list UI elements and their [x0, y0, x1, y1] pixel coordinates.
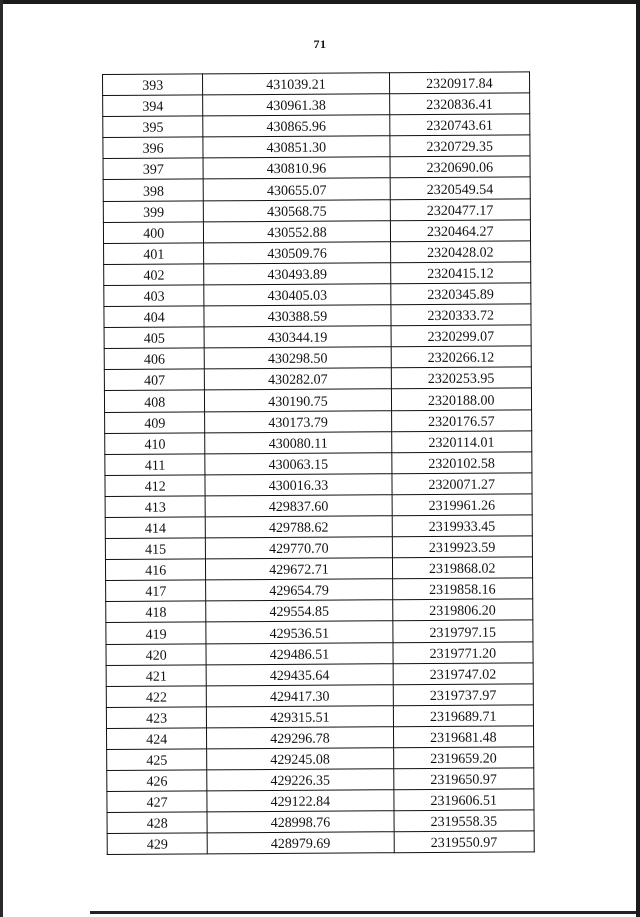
point-number-cell: 424 [106, 728, 207, 750]
point-number-cell: 409 [105, 411, 206, 433]
x-coordinate-cell: 429122.84 [207, 790, 393, 812]
table-row [103, 156, 530, 180]
y-coordinate-cell: 2320188.00 [391, 388, 532, 410]
x-coordinate-cell: 430298.50 [205, 347, 391, 369]
y-coordinate-cell: 2319923.59 [392, 536, 533, 558]
point-number-cell: 407 [104, 369, 205, 391]
x-coordinate-cell: 430509.76 [204, 241, 390, 263]
y-coordinate-cell: 2319868.02 [392, 557, 533, 579]
table-row [104, 283, 531, 307]
x-coordinate-cell: 429536.51 [206, 621, 392, 643]
scan-border-right [636, 0, 640, 917]
point-number-cell: 428 [107, 812, 208, 834]
y-coordinate-cell: 2319747.02 [393, 663, 534, 685]
x-coordinate-cell: 429245.08 [207, 748, 393, 770]
table-row [106, 663, 533, 687]
table-row [104, 241, 531, 265]
point-number-cell: 426 [107, 770, 208, 792]
y-coordinate-cell: 2320266.12 [391, 346, 532, 368]
point-number-cell: 416 [105, 559, 206, 581]
point-number-cell: 395 [103, 116, 204, 138]
point-number-cell: 415 [105, 538, 206, 560]
x-coordinate-cell: 429672.71 [206, 558, 392, 580]
x-coordinate-cell: 429296.78 [207, 727, 393, 749]
table-row [104, 346, 531, 370]
y-coordinate-cell: 2320743.61 [389, 114, 530, 136]
point-number-cell: 413 [105, 496, 206, 518]
point-number-cell: 394 [103, 95, 204, 117]
table-row [105, 557, 532, 581]
point-number-cell: 393 [103, 74, 204, 96]
y-coordinate-cell: 2320917.84 [389, 72, 530, 94]
x-coordinate-cell: 430568.75 [204, 199, 390, 221]
x-coordinate-cell: 429417.30 [207, 684, 393, 706]
table-row [105, 409, 532, 433]
table-row [103, 93, 530, 117]
table-row [107, 768, 534, 792]
y-coordinate-cell: 2320253.95 [391, 367, 532, 389]
y-coordinate-cell: 2320415.12 [390, 262, 531, 284]
x-coordinate-cell: 429554.85 [206, 600, 392, 622]
point-number-cell: 408 [104, 390, 205, 412]
y-coordinate-cell: 2319550.97 [394, 831, 535, 853]
table-row [103, 177, 530, 201]
table-row [104, 325, 531, 349]
table-row [106, 599, 533, 623]
point-number-cell: 427 [107, 791, 208, 813]
coordinate-table [102, 71, 535, 855]
x-coordinate-cell: 431039.21 [203, 73, 389, 95]
y-coordinate-cell: 2320176.57 [391, 409, 532, 431]
x-coordinate-cell: 430493.89 [204, 263, 390, 285]
x-coordinate-cell: 429837.60 [206, 495, 392, 517]
table-row [104, 388, 531, 412]
y-coordinate-cell: 2320299.07 [391, 325, 532, 347]
x-coordinate-cell: 428979.69 [208, 832, 394, 854]
point-number-cell: 425 [107, 749, 208, 771]
point-number-cell: 398 [103, 179, 204, 201]
table-row [104, 262, 531, 286]
x-coordinate-cell: 429435.64 [207, 663, 393, 685]
y-coordinate-cell: 2320690.06 [390, 156, 531, 178]
y-coordinate-cell: 2320549.54 [390, 177, 531, 199]
y-coordinate-cell: 2319806.20 [392, 599, 533, 621]
y-coordinate-cell: 2320345.89 [390, 283, 531, 305]
y-coordinate-cell: 2320836.41 [389, 93, 530, 115]
scan-border-bottom [90, 911, 636, 914]
point-number-cell: 414 [105, 517, 206, 539]
y-coordinate-cell: 2319771.20 [392, 641, 533, 663]
point-number-cell: 418 [106, 601, 207, 623]
x-coordinate-cell: 430282.07 [205, 368, 391, 390]
y-coordinate-cell: 2320333.72 [390, 304, 531, 326]
y-coordinate-cell: 2320464.27 [390, 220, 531, 242]
point-number-cell: 423 [106, 707, 207, 729]
table-row [107, 831, 534, 855]
x-coordinate-cell: 430080.11 [205, 431, 391, 453]
y-coordinate-cell: 2319650.97 [393, 768, 534, 790]
y-coordinate-cell: 2319681.48 [393, 726, 534, 748]
x-coordinate-cell: 429654.79 [206, 579, 392, 601]
y-coordinate-cell: 2320428.02 [390, 241, 531, 263]
x-coordinate-cell: 430405.03 [204, 284, 390, 306]
point-number-cell: 421 [106, 664, 207, 686]
point-number-cell: 406 [104, 348, 205, 370]
table-row [106, 726, 533, 750]
table-row [106, 620, 533, 644]
point-number-cell: 405 [104, 327, 205, 349]
point-number-cell: 397 [103, 158, 204, 180]
table-row [106, 578, 533, 602]
table-row [104, 367, 531, 391]
table-row [107, 747, 534, 771]
page-number: 71 [313, 37, 327, 51]
y-coordinate-cell: 2320102.58 [391, 452, 532, 474]
y-coordinate-cell: 2320114.01 [391, 430, 532, 452]
point-number-cell: 411 [105, 454, 206, 476]
point-number-cell: 401 [104, 243, 205, 265]
x-coordinate-cell: 429315.51 [207, 706, 393, 728]
scan-border-left [0, 0, 3, 917]
table-row [105, 430, 532, 454]
x-coordinate-cell: 429226.35 [207, 769, 393, 791]
table-row [103, 198, 530, 222]
y-coordinate-cell: 2319797.15 [392, 620, 533, 642]
x-coordinate-cell: 430016.33 [205, 474, 391, 496]
table-row [105, 536, 532, 560]
y-coordinate-cell: 2319689.71 [393, 705, 534, 727]
point-number-cell: 403 [104, 285, 205, 307]
scan-border-top [0, 0, 640, 4]
table-row [107, 810, 534, 834]
y-coordinate-cell: 2319737.97 [393, 684, 534, 706]
table-row [105, 494, 532, 518]
y-coordinate-cell: 2320477.17 [390, 198, 531, 220]
table-row [105, 473, 532, 497]
x-coordinate-cell: 430851.30 [203, 136, 389, 158]
x-coordinate-cell: 430810.96 [203, 157, 389, 179]
y-coordinate-cell: 2319558.35 [394, 810, 535, 832]
y-coordinate-cell: 2320729.35 [389, 135, 530, 157]
point-number-cell: 429 [107, 833, 208, 855]
x-coordinate-cell: 430865.96 [203, 115, 389, 137]
table-row [103, 72, 530, 96]
x-coordinate-cell: 430961.38 [203, 94, 389, 116]
table-row [106, 705, 533, 729]
x-coordinate-cell: 430173.79 [205, 410, 391, 432]
table-row [105, 515, 532, 539]
y-coordinate-cell: 2319933.45 [392, 515, 533, 537]
point-number-cell: 410 [105, 432, 206, 454]
x-coordinate-cell: 430344.19 [204, 326, 390, 348]
y-coordinate-cell: 2319961.26 [392, 494, 533, 516]
x-coordinate-cell: 429788.62 [206, 516, 392, 538]
point-number-cell: 412 [105, 475, 206, 497]
x-coordinate-cell: 430655.07 [204, 178, 390, 200]
y-coordinate-cell: 2319659.20 [393, 747, 534, 769]
table-row [105, 452, 532, 476]
x-coordinate-cell: 428998.76 [207, 811, 393, 833]
point-number-cell: 422 [106, 686, 207, 708]
x-coordinate-cell: 429770.70 [206, 537, 392, 559]
table-row [103, 135, 530, 159]
table-row [107, 789, 534, 813]
x-coordinate-cell: 430388.59 [204, 305, 390, 327]
y-coordinate-cell: 2319858.16 [392, 578, 533, 600]
point-number-cell: 404 [104, 306, 205, 328]
table-row [106, 641, 533, 665]
x-coordinate-cell: 430063.15 [205, 452, 391, 474]
point-number-cell: 417 [106, 580, 207, 602]
table-row [104, 304, 531, 328]
y-coordinate-cell: 2319606.51 [393, 789, 534, 811]
point-number-cell: 396 [103, 137, 204, 159]
point-number-cell: 402 [104, 264, 205, 286]
table-row [103, 114, 530, 138]
point-number-cell: 399 [103, 200, 204, 222]
y-coordinate-cell: 2320071.27 [391, 473, 532, 495]
point-number-cell: 420 [106, 643, 207, 665]
x-coordinate-cell: 430190.75 [205, 389, 391, 411]
coordinate-table-body [103, 72, 535, 855]
table-row [106, 684, 533, 708]
table-row [103, 220, 530, 244]
x-coordinate-cell: 429486.51 [206, 642, 392, 664]
point-number-cell: 400 [103, 222, 204, 244]
x-coordinate-cell: 430552.88 [204, 220, 390, 242]
point-number-cell: 419 [106, 622, 207, 644]
